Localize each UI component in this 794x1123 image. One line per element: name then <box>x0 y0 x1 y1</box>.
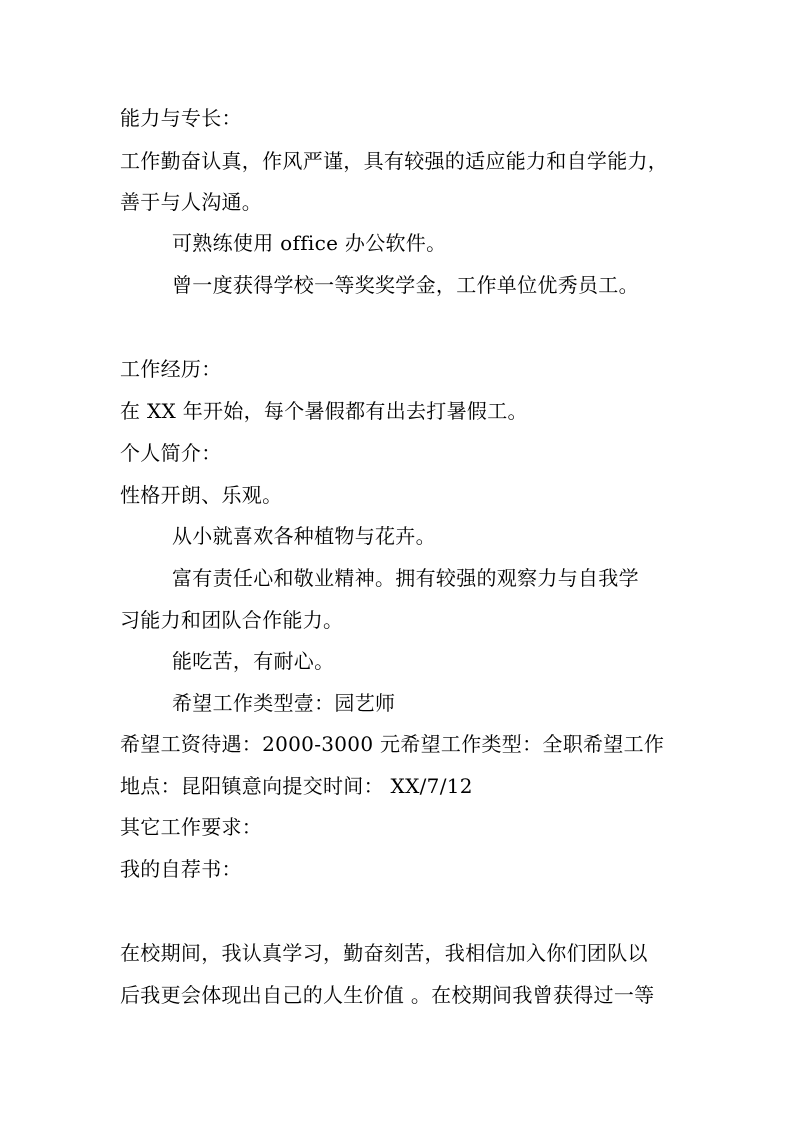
paragraph-line: 能吃苦，有耐心。 <box>172 649 335 673</box>
paragraph-line: 在 XX 年开始，每个暑假都有出去打暑假工。 <box>120 399 528 423</box>
paragraph-line: 性格开朗、乐观。 <box>120 483 283 507</box>
section-heading-profile: 个人简介： <box>120 441 222 465</box>
section-heading-self-recommendation: 我的自荐书： <box>120 857 242 881</box>
paragraph-line: 善于与人沟通。 <box>120 190 263 214</box>
paragraph-line: 希望工资待遇：2000-3000 元希望工作类型：全职希望工作 <box>120 732 665 756</box>
paragraph-line: 地点：昆阳镇意向提交时间： XX/7/12 <box>120 774 473 798</box>
section-heading-skills: 能力与专长： <box>120 106 242 130</box>
paragraph-line: 可熟练使用 office 办公软件。 <box>172 231 447 255</box>
paragraph-line: 曾一度获得学校一等奖奖学金，工作单位优秀员工。 <box>172 273 639 297</box>
section-heading-other-requirements: 其它工作要求： <box>120 815 263 839</box>
paragraph-line: 后我更会体现出自己的人生价值 。在校期间我曾获得过一等 <box>120 983 655 1007</box>
paragraph-line: 希望工作类型壹：园艺师 <box>172 691 396 715</box>
paragraph-line: 在校期间，我认真学习，勤奋刻苦，我相信加入你们团队以 <box>120 941 648 965</box>
paragraph-line: 富有责任心和敬业精神。拥有较强的观察力与自我学 <box>172 566 639 590</box>
section-heading-experience: 工作经历： <box>120 357 222 381</box>
paragraph-line: 工作勤奋认真，作风严谨，具有较强的适应能力和自学能力， <box>120 149 669 173</box>
paragraph-line: 从小就喜欢各种植物与花卉。 <box>172 524 436 548</box>
paragraph-line: 习能力和团队合作能力。 <box>120 608 344 632</box>
